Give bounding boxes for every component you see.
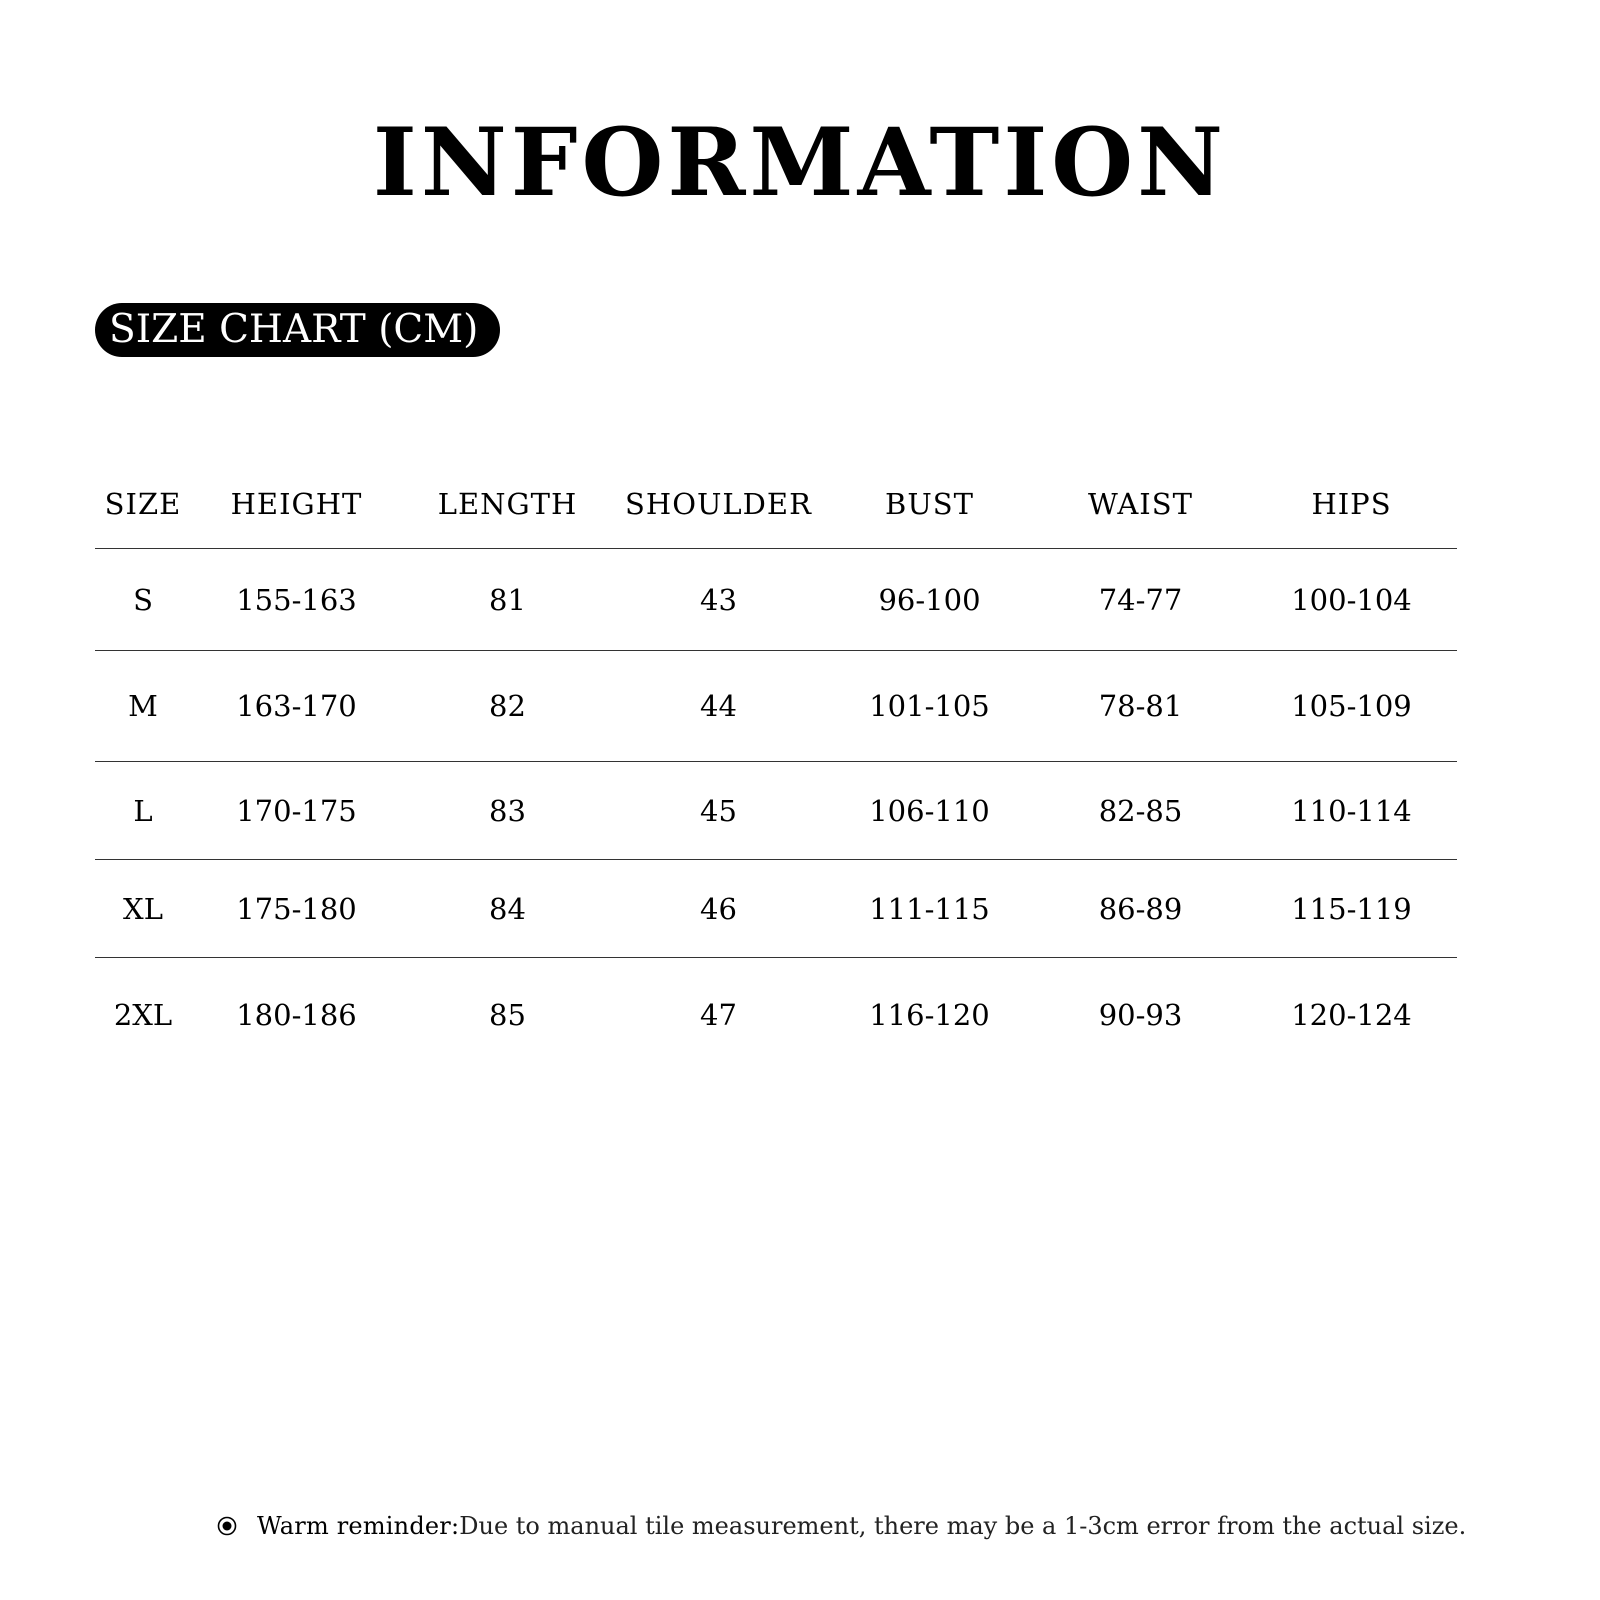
cell-waist: 86-89 [1035, 860, 1246, 958]
cell-shoulder: 45 [613, 762, 824, 860]
cell-size: XL [95, 860, 191, 958]
size-chart-table [95, 460, 1457, 1071]
warm-reminder-label: Warm reminder: [257, 1512, 460, 1540]
table-row [95, 958, 1457, 1072]
cell-shoulder: 46 [613, 860, 824, 958]
cell-bust: 116-120 [824, 958, 1035, 1072]
cell-shoulder: 43 [613, 549, 824, 651]
cell-size: 2XL [95, 958, 191, 1072]
cell-hips: 105-109 [1246, 651, 1457, 762]
table-row [95, 651, 1457, 762]
column-header-size: SIZE [104, 487, 182, 521]
cell-hips: 110-114 [1246, 762, 1457, 860]
page-title: INFORMATION [372, 108, 1228, 218]
cell-bust: 106-110 [824, 762, 1035, 860]
cell-size: S [95, 549, 191, 651]
cell-hips: 100-104 [1246, 549, 1457, 651]
size-chart-badge [95, 303, 500, 357]
column-header-height: HEIGHT [230, 487, 363, 521]
cell-hips: 120-124 [1246, 958, 1457, 1072]
cell-length: 82 [402, 651, 613, 762]
cell-hips: 115-119 [1246, 860, 1457, 958]
cell-size: M [95, 651, 191, 762]
cell-height: 175-180 [191, 860, 402, 958]
column-header-waist: WAIST [1088, 487, 1193, 521]
cell-length: 84 [402, 860, 613, 958]
cell-height: 170-175 [191, 762, 402, 860]
column-header-bust: BUST [885, 487, 974, 521]
cell-shoulder: 44 [613, 651, 824, 762]
cell-shoulder: 47 [613, 958, 824, 1072]
cell-waist: 82-85 [1035, 762, 1246, 860]
cell-size: L [95, 762, 191, 860]
radio-bullet-icon [217, 1516, 237, 1536]
cell-waist: 90-93 [1035, 958, 1246, 1072]
cell-height: 180-186 [191, 958, 402, 1072]
cell-waist: 74-77 [1035, 549, 1246, 651]
cell-height: 163-170 [191, 651, 402, 762]
cell-bust: 96-100 [824, 549, 1035, 651]
cell-length: 81 [402, 549, 613, 651]
column-header-length: LENGTH [437, 487, 578, 521]
cell-waist: 78-81 [1035, 651, 1246, 762]
table-row [95, 762, 1457, 860]
cell-bust: 111-115 [824, 860, 1035, 958]
table-row [95, 860, 1457, 958]
cell-length: 85 [402, 958, 613, 1072]
cell-height: 155-163 [191, 549, 402, 651]
cell-bust: 101-105 [824, 651, 1035, 762]
table-header-row [95, 460, 1457, 549]
table-row [95, 549, 1457, 651]
size-chart-label: SIZE CHART (CM) [109, 307, 479, 352]
column-header-hips: HIPS [1311, 487, 1392, 521]
warm-reminder-text: Due to manual tile measurement, there may be a 1-3cm error from the actual size. [459, 1512, 1467, 1540]
cell-length: 83 [402, 762, 613, 860]
warm-reminder-note [217, 1508, 1466, 1544]
column-header-shoulder: SHOULDER [625, 487, 812, 521]
